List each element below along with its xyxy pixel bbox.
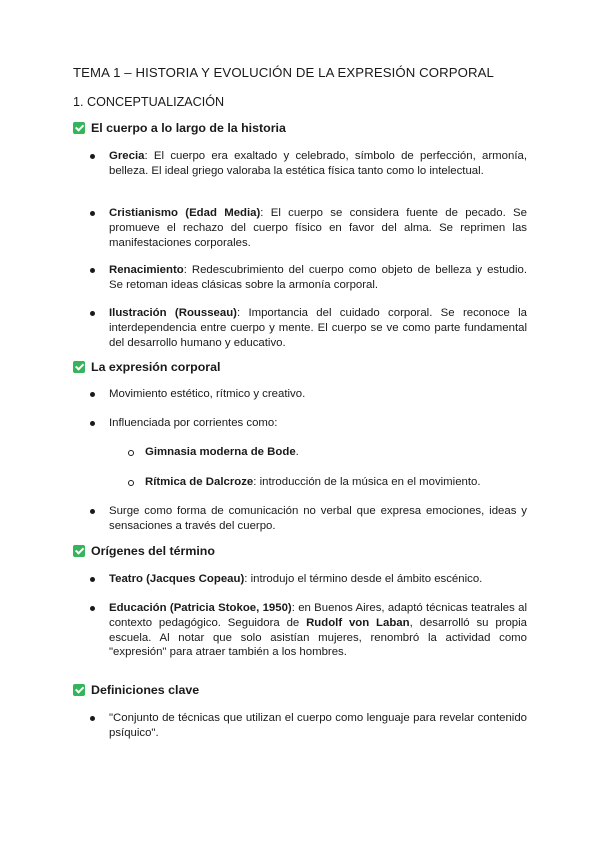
item-text: : Redescubrimiento del cuerpo como objeto de belleza y estudio. Se retoman ideas clásicas sobre la armonía corporal.	[109, 264, 527, 291]
item-term: Grecia	[109, 150, 145, 162]
item-term: Rítmica de Dalcroze	[145, 476, 254, 488]
subheading-expresion	[73, 360, 220, 374]
item-text: Surge como forma de comunicación no verbal que expresa emociones, ideas y sensaciones a través del cuerpo.	[109, 505, 527, 532]
subheading-historia	[73, 121, 286, 135]
subheading-label: Orígenes del término	[91, 544, 215, 558]
document-title: TEMA 1 – HISTORIA Y EVOLUCIÓN DE LA EXPRESIÓN CORPORAL	[73, 65, 494, 80]
list-item	[109, 206, 527, 250]
item-text: .	[295, 446, 299, 458]
item-text: , desarrolló su propia escuela. Al notar que solo asistían mujeres, renombró la actividad como "expresión" para atraer también a los hombres.	[109, 616, 527, 659]
item-text: Influenciada por corrientes como:	[109, 417, 278, 429]
subheading-origenes	[73, 544, 215, 558]
list-item	[109, 149, 527, 179]
subheading-definiciones	[73, 683, 199, 697]
item-term: Ilustración (Rousseau)	[109, 307, 237, 319]
item-term: Renacimiento	[109, 264, 184, 276]
subheading-label: Definiciones clave	[91, 683, 200, 697]
list-item	[109, 263, 527, 293]
item-term: Educación (Patricia Stokoe, 1950)	[109, 602, 292, 614]
item-bold: Rudolf von Laban	[306, 616, 410, 629]
checkbox-icon	[73, 684, 85, 696]
list-item	[109, 416, 527, 431]
item-text: Movimiento estético, rítmico y creativo.	[109, 388, 306, 400]
item-text: : Importancia del cuidado corporal. Se reconoce la interdependencia entre cuerpo y mente. El cuerpo se ve como parte fundamental del desarrollo humano y educativo.	[109, 307, 527, 349]
sub-list-item	[145, 475, 527, 490]
subheading-label: El cuerpo a lo largo de la historia	[91, 121, 286, 135]
section-heading: 1. CONCEPTUALIZACIÓN	[73, 95, 225, 109]
item-text: : introducción de la música en el movimiento.	[253, 476, 481, 488]
checkbox-icon	[73, 122, 85, 134]
list-item	[109, 711, 527, 741]
list-item	[109, 504, 527, 534]
list-item	[109, 572, 527, 587]
item-term: Teatro (Jacques Copeau)	[109, 573, 245, 585]
item-text: : El cuerpo se considera fuente de pecado. Se promueve el rechazo del cuerpo físico en favor del alma. Se reprimen las manifestaciones corporales.	[109, 207, 527, 249]
subheading-label: La expresión corporal	[91, 360, 221, 374]
checkbox-icon	[73, 361, 85, 373]
item-text: : El cuerpo era exaltado y celebrado, símbolo de perfección, armonía, belleza. El ideal griego valoraba la estética física tanto como lo intelectual.	[109, 150, 527, 177]
item-text: : introdujo el término desde el ámbito escénico.	[244, 573, 483, 585]
sub-list-item	[145, 445, 527, 460]
item-term: Gimnasia moderna de Bode	[145, 446, 296, 458]
list-item	[109, 387, 527, 402]
checkbox-icon	[73, 545, 85, 557]
list-item	[109, 306, 527, 350]
item-term: Cristianismo (Edad Media)	[109, 207, 261, 219]
list-item	[109, 601, 527, 660]
item-text: "Conjunto de técnicas que utilizan el cuerpo como lenguaje para revelar contenido psíquico".	[109, 712, 527, 739]
item-text: : en Buenos Aires, adaptó técnicas teatrales al contexto pedagógico. Seguidora de	[109, 602, 527, 629]
